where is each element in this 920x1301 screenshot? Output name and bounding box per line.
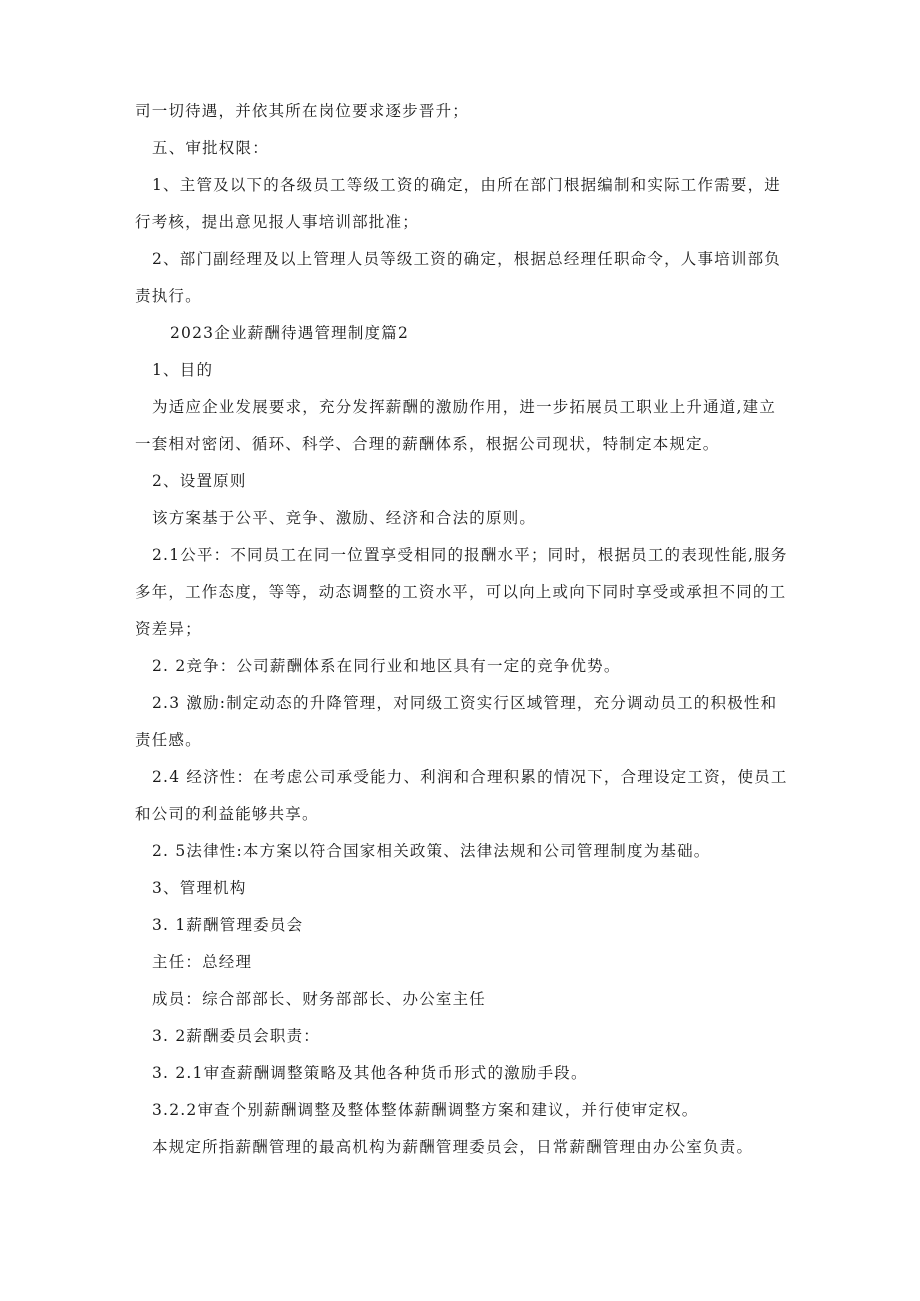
section-heading-organization: 3、管理机构 <box>152 879 247 897</box>
paragraph-continuation: 司一切待遇，并依其所在岗位要求逐步晋升； <box>135 102 470 120</box>
paragraph-approval-2: 2、部门副经理及以上管理人员等级工资的确定，根据总经理任职命令，人事培训部负责执行。 <box>135 250 781 305</box>
subsection-committee-duties: 3. 2薪酬委员会职责： <box>152 1027 320 1045</box>
subsection-committee: 3. 1薪酬管理委员会 <box>152 916 304 934</box>
paragraph-fairness: 2.1公平：不同员工在同一位置享受相同的报酬水平；同时，根据员工的表现性能,服务多年，工作态度，等等，动态调整的工资水平，可以向上或向下同时享受或承担不同的工资差异； <box>135 546 788 638</box>
paragraph-incentive: 2.3 激励:制定动态的升降管理，对同级工资实行区域管理，充分调动员工的积极性和责任感。 <box>135 694 778 749</box>
paragraph-purpose: 为适应企业发展要求，充分发挥薪酬的激励作用，进一步拓展员工职业上升通道,建立一套相对密闭、循环、科学、合理的薪酬体系，根据公司现状，特制定本规定。 <box>135 398 777 453</box>
section-heading-approval: 五、审批权限： <box>152 139 269 157</box>
paragraph-highest-authority: 本规定所指薪酬管理的最高机构为薪酬管理委员会，日常薪酬管理由办公室负责。 <box>152 1138 754 1156</box>
paragraph-duty-2: 3.2.2审查个别薪酬调整及整体整体薪酬调整方案和建议，并行使审定权。 <box>152 1101 699 1119</box>
paragraph-director: 主任：总经理 <box>152 953 253 971</box>
article-title: 2023企业薪酬待遇管理制度篇2 <box>170 324 410 342</box>
paragraph-duty-1: 3. 2.1审查薪酬调整策略及其他各种货币形式的激励手段。 <box>152 1064 588 1082</box>
section-heading-purpose: 1、目的 <box>152 361 214 379</box>
paragraph-legality: 2. 5法律性:本方案以符合国家相关政策、法律法规和公司管理制度为基础。 <box>152 842 711 860</box>
paragraph-competition: 2. 2竞争：公司薪酬体系在同行业和地区具有一定的竞争优势。 <box>152 657 621 675</box>
section-heading-principles: 2、设置原则 <box>152 472 247 490</box>
paragraph-approval-1: 1、主管及以下的各级员工等级工资的确定，由所在部门根据编制和实际工作需要，进行考核，提出意见报人事培训部批准； <box>135 176 781 231</box>
paragraph-principles: 该方案基于公平、竞争、激励、经济和合法的原则。 <box>152 509 537 527</box>
paragraph-members: 成员：综合部部长、财务部部长、办公室主任 <box>152 990 487 1008</box>
paragraph-economy: 2.4 经济性：在考虑公司承受能力、利润和合理积累的情况下，合理设定工资，使员工和公司的利益能够共享。 <box>135 768 788 823</box>
